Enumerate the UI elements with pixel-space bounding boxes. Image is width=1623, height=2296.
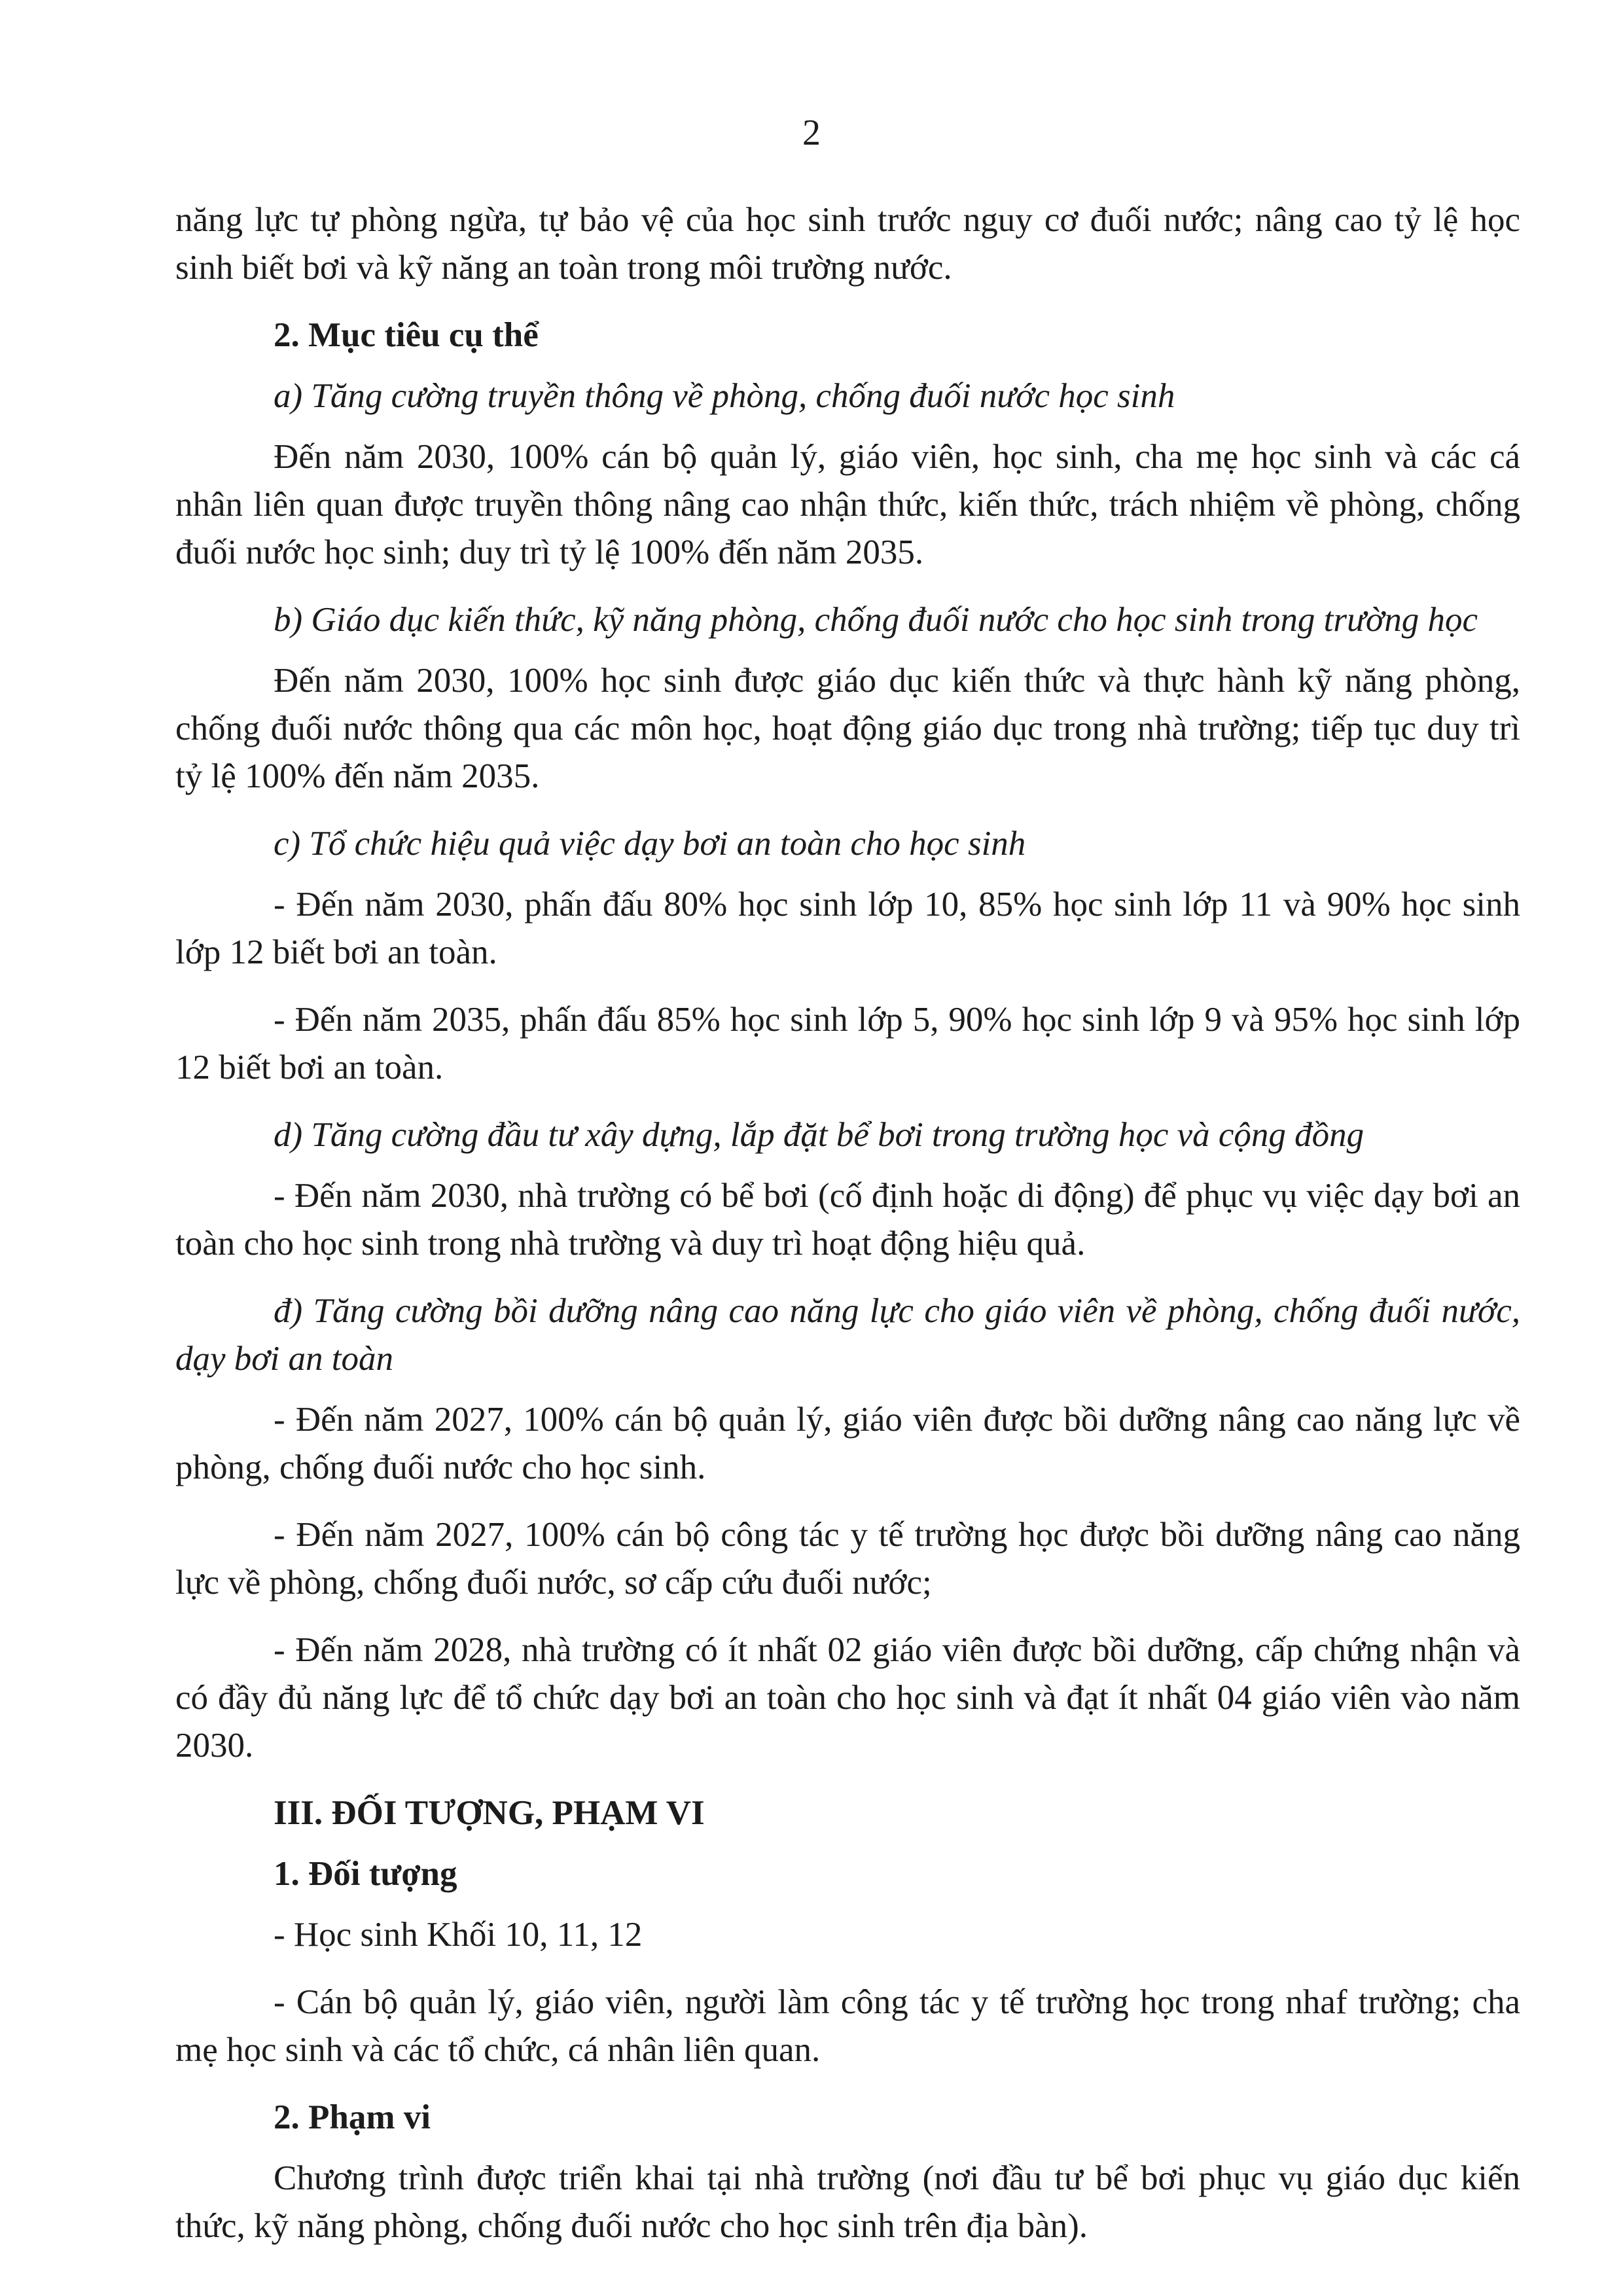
subheading-education: b) Giáo dục kiến thức, kỹ năng phòng, chống đuối nước cho học sinh trong trường học [274, 601, 1478, 639]
subheading-communication: a) Tăng cường truyền thông về phòng, chống đuối nước học sinh [274, 377, 1175, 415]
list-item-staff-parents: - Cán bộ quản lý, giáo viên, người làm công tác y tế trường học trong nhaf trường; cha mẹ học sinh và các tổ chức, cá nhân liên quan. [175, 1983, 1520, 2069]
paragraph-scope: Chương trình được triển khai tại nhà trường (nơi đầu tư bể bơi phục vụ giáo dục kiến thức, kỹ năng phòng, chống đuối nước cho học sinh trên địa bàn). [175, 2159, 1520, 2245]
list-item-pool-2030: - Đến năm 2030, nhà trường có bể bơi (cố định hoặc di động) để phục vụ việc dạy bơi an toàn cho học sinh trong nhà trường và duy trì hoạt động hiệu quả. [175, 1177, 1520, 1263]
list-item-training-2027-staff: - Đến năm 2027, 100% cán bộ quản lý, giáo viên được bồi dưỡng nâng cao năng lực về phòng, chống đuối nước cho học sinh. [175, 1401, 1520, 1486]
list-item-training-2027-health: - Đến năm 2027, 100% cán bộ công tác y tế trường học được bồi dưỡng nâng cao năng lực về phòng, chống đuối nước, sơ cấp cứu đuối nước; [175, 1516, 1520, 1602]
list-item-students: - Học sinh Khối 10, 11, 12 [274, 1916, 643, 1954]
list-item-2030-target: - Đến năm 2030, phấn đấu 80% học sinh lớp 10, 85% học sinh lớp 11 và 90% học sinh lớp 12 biết bơi an toàn. [175, 886, 1520, 971]
page-number: 2 [802, 113, 821, 153]
list-item-2035-target: - Đến năm 2035, phấn đấu 85% học sinh lớp 5, 90% học sinh lớp 9 và 95% học sinh lớp 12 biết bơi an toàn. [175, 1001, 1520, 1086]
paragraph-intro-continued: năng lực tự phòng ngừa, tự bảo vệ của học sinh trước nguy cơ đuối nước; nâng cao tỷ lệ học sinh biết bơi và kỹ năng an toàn trong môi trường nước. [175, 201, 1520, 287]
heading-specific-objectives: 2. Mục tiêu cụ thể [274, 316, 539, 354]
subheading-teacher-training: đ) Tăng cường bồi dưỡng nâng cao năng lực cho giáo viên về phòng, chống đuối nước, dạy bơi an toàn [175, 1292, 1520, 1378]
subheading-swimming-teaching: c) Tổ chức hiệu quả việc dạy bơi an toàn cho học sinh [274, 825, 1026, 863]
document-body [175, 196, 1520, 2270]
heading-subjects-scope: III. ĐỐI TƯỢNG, PHẠM VI [274, 1794, 705, 1832]
paragraph-communication: Đến năm 2030, 100% cán bộ quản lý, giáo viên, học sinh, cha mẹ học sinh và các cá nhân liên quan được truyền thông nâng cao nhận thức, kiến thức, trách nhiệm về phòng, chống đuối nước học sinh; duy trì tỷ lệ 100% đến năm 2035. [175, 438, 1520, 571]
list-item-training-2028: - Đến năm 2028, nhà trường có ít nhất 02 giáo viên được bồi dưỡng, cấp chứng nhận và có đầy đủ năng lực để tổ chức dạy bơi an toàn cho học sinh và đạt ít nhất 04 giáo viên vào năm 2030. [175, 1631, 1520, 1765]
subheading-pool-investment: d) Tăng cường đầu tư xây dựng, lắp đặt bể bơi trong trường học và cộng đồng [274, 1116, 1364, 1154]
paragraph-education: Đến năm 2030, 100% học sinh được giáo dục kiến thức và thực hành kỹ năng phòng, chống đuối nước thông qua các môn học, hoạt động giáo dục trong nhà trường; tiếp tục duy trì tỷ lệ 100% đến năm 2035. [175, 662, 1520, 795]
heading-subjects: 1. Đối tượng [274, 1855, 457, 1893]
heading-scope: 2. Phạm vi [274, 2098, 431, 2136]
